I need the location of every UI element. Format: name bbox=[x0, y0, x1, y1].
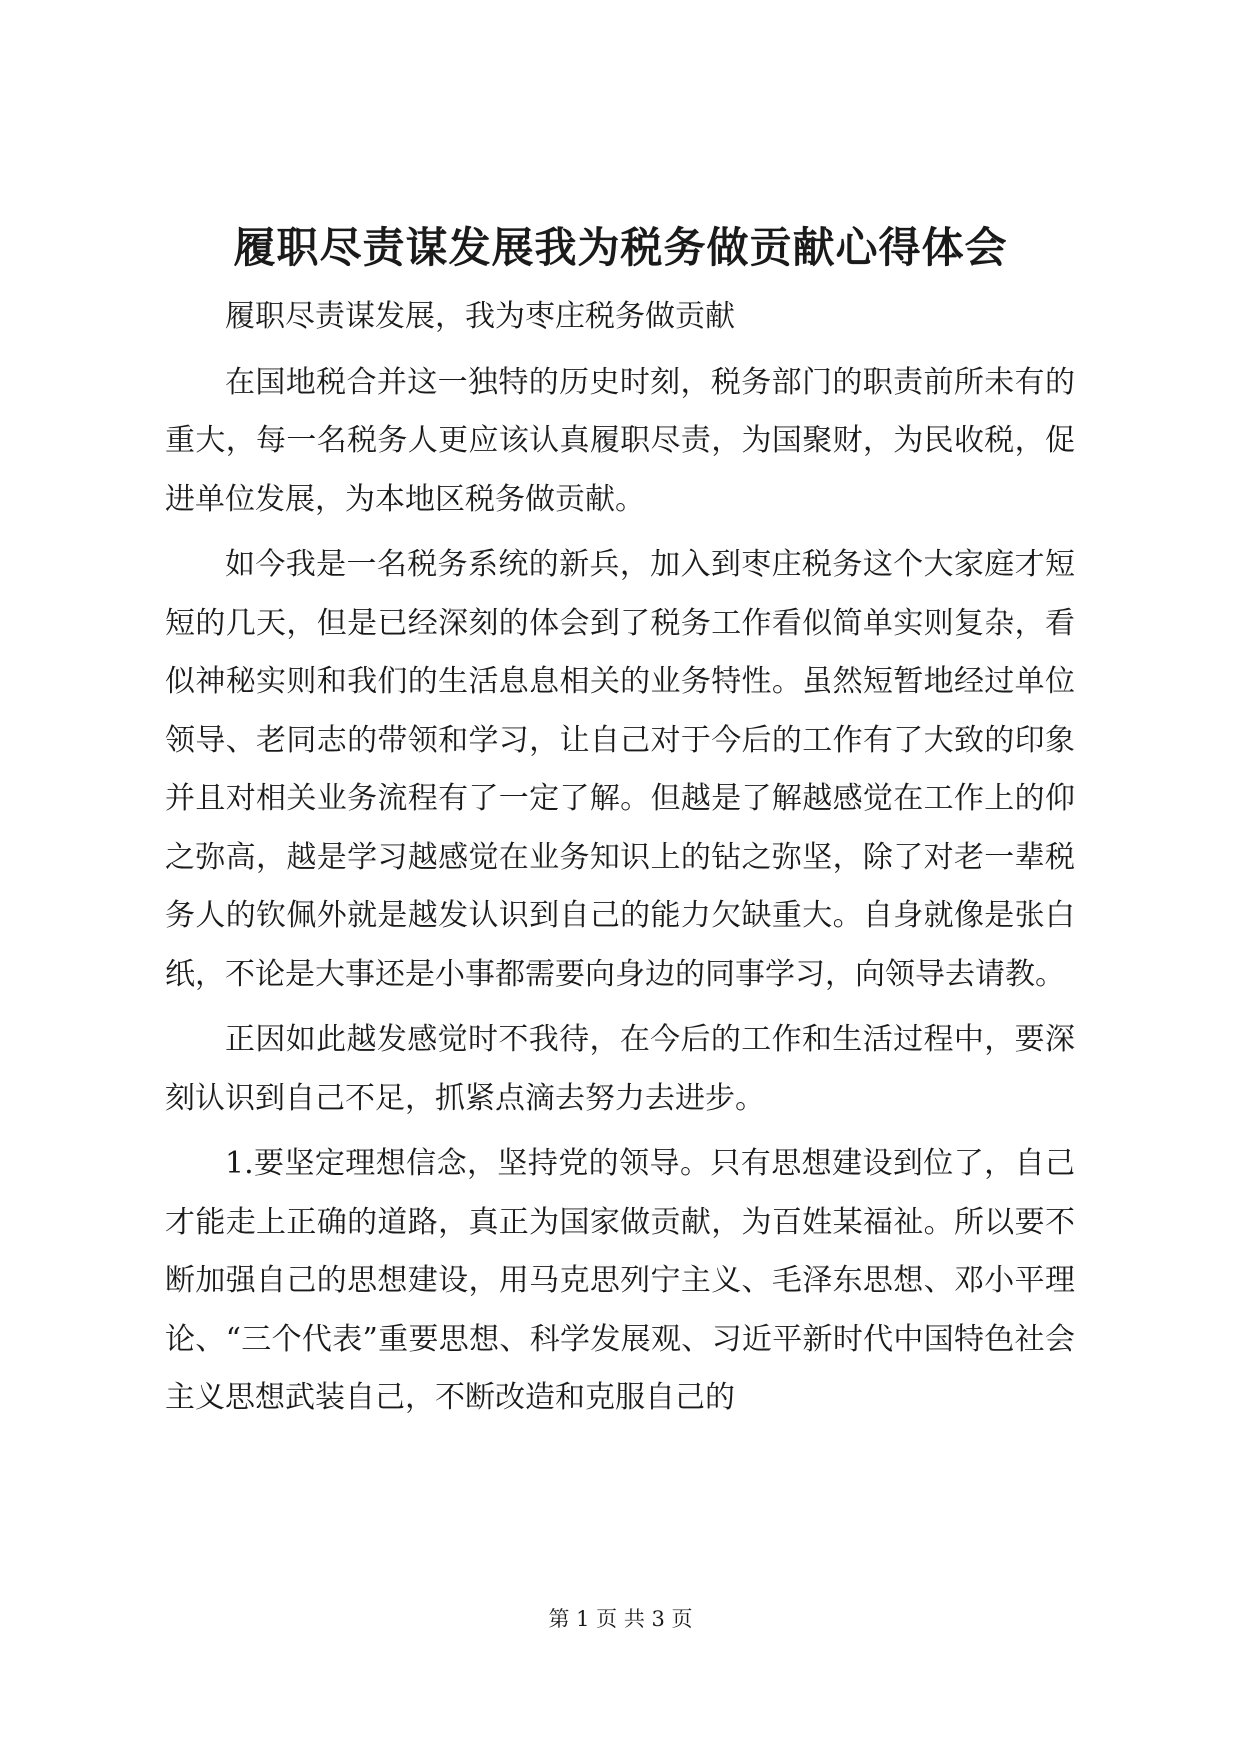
paragraph: 在国地税合并这一独特的历史时刻，税务部门的职责前所未有的重大，每一名税务人更应该认真履职尽责，为国聚财，为民收税，促进单位发展，为本地区税务做贡献。 bbox=[165, 364, 1075, 517]
paragraph-subtitle: 履职尽责谋发展，我为枣庄税务做贡献 bbox=[225, 299, 735, 334]
paragraph: 正因如此越发感觉时不我待，在今后的工作和生活过程中，要深刻认识到自己不足，抓紧点滴去努力去进步。 bbox=[165, 1022, 1075, 1116]
paragraph: 1.要坚定理想信念，坚持党的领导。只有思想建设到位了，自己才能走上正确的道路，真正为国家做贡献，为百姓某福祉。所以要不断加强自己的思想建设，用马克思列宁主义、毛泽东思想、邓小平理论、“三个代表”重要思想、科学发展观、习近平新时代中国特色社会主义思想武装自己，不断改造和克服自己的 bbox=[165, 1146, 1075, 1415]
paragraph: 如今我是一名税务系统的新兵，加入到枣庄税务这个大家庭才短短的几天，但是已经深刻的体会到了税务工作看似简单实则复杂，看似神秘实则和我们的生活息息相关的业务特性。虽然短暂地经过单位领导、老同志的带领和学习，让自己对于今后的工作有了大致的印象并且对相关业务流程有了一定了解。但越是了解越感觉在工作上的仰之弥高，越是学习越感觉在业务知识上的钻之弥坚，除了对老一辈税务人的钦佩外就是越发认识到自己的能力欠缺重大。自身就像是张白纸，不论是大事还是小事都需要向身边的同事学习，向领导去请教。 bbox=[165, 547, 1075, 992]
document-body bbox=[165, 288, 1075, 1435]
document-title: 履职尽责谋发展我为税务做贡献心得体会 bbox=[233, 223, 1008, 272]
page-number-footer: 第 1 页 共 3 页 bbox=[548, 1607, 693, 1631]
